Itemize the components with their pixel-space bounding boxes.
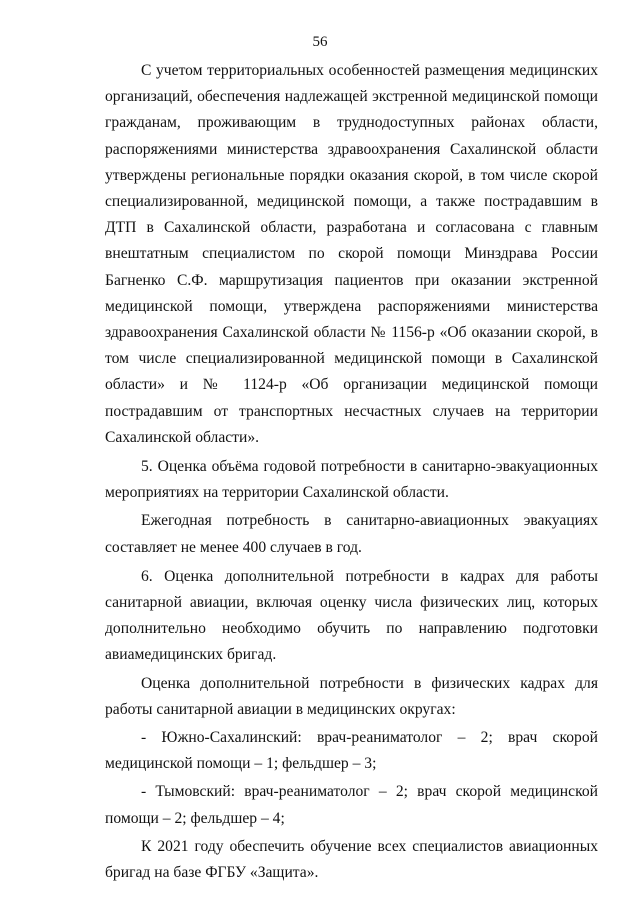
list-item-yuzhno-sakhalinsky: - Южно-Сахалинский: врач-реаниматолог – 2; врач скорой медицинской помощи – 1; фельдшер – 3; [105, 729, 598, 773]
page-number: 56 [312, 34, 328, 50]
paragraph-item-6-heading: 6. Оценка дополнительной потребности в кадрах для работы санитарной авиации, включая оценку числа физических лиц, которых дополнительно необходимо обучить по направлению подготовки авиамедицинских бригад. [105, 567, 598, 664]
list-item-tymovsky: - Тымовский: врач-реаниматолог – 2; врач скорой медицинской помощи – 2; фельдшер – 4; [105, 783, 598, 827]
paragraph-staff-need-intro: Оценка дополнительной потребности в физических кадрах для работы санитарной авиации в медицинских округах: [105, 674, 598, 718]
paragraph-item-5-heading: 5. Оценка объёма годовой потребности в санитарно-эвакуационных мероприятиях на территории Сахалинской области. [105, 458, 598, 502]
paragraph-annual-need: Ежегодная потребность в санитарно-авиационных эвакуациях составляет не менее 400 случаев в год. [105, 512, 598, 556]
document-body [105, 58, 598, 886]
paragraph-training-2021: К 2021 году обеспечить обучение всех специалистов авиационных бригад на базе ФГБУ «Защита». [105, 837, 598, 882]
paragraph-regional-procedures: С учетом территориальных особенностей размещения медицинских организаций, обеспечения надлежащей экстренной медицинской помощи гражданам, проживающим в труднодоступных районах области, распоряжениями министерства здравоохранения Сахалинской области утверждены региональные порядки оказания скорой, в том числе скорой специализированной, медицинской помощи, а также пострадавшим в ДТП в Сахалинской области, разработана и согласована с главным внештатным специалистом по скорой помощи Минздрава России Багненко С.Ф. маршрутизация пациентов при оказании экстренной медицинской помощи, утверждена распоряжениями министерства здравоохранения Сахалинской области № 1156-р «Об оказании скорой, в том числе специализированной медицинской помощи в Сахалинской области» и № 1124-р «Об организации медицинской помощи пострадавшим от транспортных несчастных случаев на территории Сахалинской области». [105, 62, 598, 446]
